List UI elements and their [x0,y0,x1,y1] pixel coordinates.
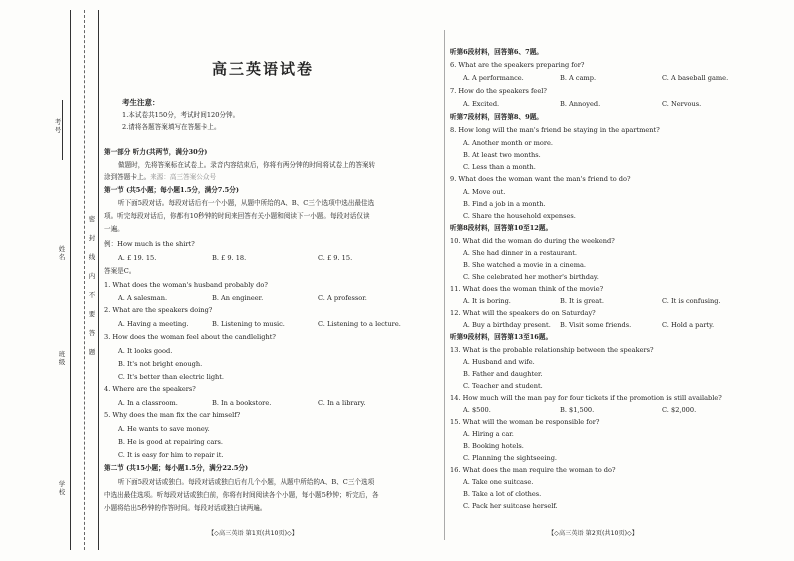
class-label: 班级 [58,350,66,366]
option: C. It is confusing. [662,297,721,305]
option: C. $2,000. [662,406,697,414]
option: A. It is boring. [463,297,511,305]
example-answer: 答案是C。 [104,267,136,275]
option: A. Buy a birthday present. [463,321,551,329]
option: A. Excited. [463,100,500,108]
question-text: 1. What does the woman's husband probably do? [104,281,268,289]
paragraph: 做题时，先将答案标在试卷上。录音内容结束后，你将有两分钟的时间将试卷上的答案转 [118,161,376,169]
option: C. It is easy for him to repair it. [118,451,224,459]
question-text: 12. What will the speakers do on Saturday? [450,309,596,317]
question-text: 例：How much is the shirt? [104,240,195,248]
option: A. It looks good. [118,347,173,355]
paragraph: 听下面5段对话。每段对话后有一个小题，从题中所给的A、B、C三个选项中选出最佳选 [118,199,375,207]
option: B. Take a lot of clothes. [463,490,542,498]
section1-heading: 第一节 (共5小题；每小题1.5分，满分7.5分) [104,186,239,194]
option: B. It is great. [560,297,604,305]
material-heading: 听第6段材料，回答第6、7题。 [450,48,543,56]
exam-no-label: 考号 [54,118,62,134]
option: B. Booking hotels. [463,442,524,450]
option: C. In a library. [318,399,366,407]
notice-title: 考生注意： [122,98,160,107]
paragraph: 小题将给出5秒钟的作答时间。每段对话或独白读两遍。 [104,504,267,512]
option: C. Teacher and student. [463,382,543,390]
option: B. Visit some friends. [560,321,632,329]
page-footer: 【◇高三英语 第1页(共10页)◇】 [208,530,298,537]
material-heading: 听第8段材料，回答第10至12题。 [450,224,553,232]
option: A. Another month or more. [463,139,554,147]
option: C. Hold a party. [662,321,715,329]
option: A. Hiring a car. [463,430,514,438]
option: A. A performance. [463,74,524,82]
section2-heading: 第二节 (共15小题；每小题1.5分，满分22.5分) [104,464,249,472]
question-text: 5. Why does the man fix the car himself? [104,411,241,419]
option: B. He is good at repairing cars. [118,438,223,446]
option: B. An engineer. [212,294,264,302]
option: A. $500. [463,406,491,414]
option: A. He wants to save money. [118,425,210,433]
question-text: 9. What does the woman want the man's friend to do? [450,175,631,183]
option: A. She had dinner in a restaurant. [463,249,578,257]
option: B. Find a job in a month. [463,200,546,208]
option: B. In a bookstore. [212,399,272,407]
option: C. Pack her suitcase herself. [463,502,558,510]
page-title: 高三英语试卷 [212,60,315,78]
question-text: 14. How much will the man pay for four tickets if the promotion is still available? [450,394,722,402]
option: C. Listening to a lecture. [318,320,401,328]
question-text: 4. Where are the speakers? [104,385,196,393]
paragraph: 听下面5段对话或独白。每段对话或独白后有几个小题，从题中所给的A、B、C三个选项 [118,478,375,486]
part1-heading: 第一部分 听力(共两节，满分30分) [104,148,208,156]
exam-no-blank [62,100,64,160]
option: B. A camp. [560,74,597,82]
option: B. She watched a movie in a cinema. [463,261,586,269]
option: B. Listening to music. [212,320,285,328]
option: C. A professor. [318,294,367,302]
question-text: 13. What is the probable relationship between the speakers? [450,346,654,354]
material-heading: 听第9段材料，回答第13至16题。 [450,333,553,341]
option: C. A baseball game. [662,74,729,82]
school-label: 学校 [58,480,66,496]
option: A. Husband and wife. [463,358,535,366]
option: A. Move out. [463,188,506,196]
option: B. Annoyed. [560,100,601,108]
paragraph: 项。听完每段对话后，你都有10秒钟的时间来回答有关小题和阅读下一小题。每段对话仅读 [104,212,370,220]
page-footer: 【◇高三英语 第2页(共10页)◇】 [548,530,638,537]
option: B. $1,500. [560,406,595,414]
page-divider [444,30,445,540]
option: B. At least two months. [463,151,541,159]
option: C. She celebrated her mother's birthday. [463,273,599,281]
seal-warning: 密 封 线 内 不 要 答 题 [88,215,96,356]
paragraph: 涂到答题卡上。来源：高三答案公众号 [104,173,217,181]
question-text: 3. How does the woman feel about the candlelight? [104,333,276,341]
question-text: 11. What does the woman think of the movie? [450,285,604,293]
option: C. Less than a month. [463,163,536,171]
question-text: 15. What will the woman be responsible for? [450,418,600,426]
option: C. Planning the sightseeing. [463,454,558,462]
binding-solid-line [70,10,71,550]
option: C. Nervous. [662,100,702,108]
option: B. It's not bright enough. [118,360,203,368]
option: C. Share the household expenses. [463,212,576,220]
question-text: 6. What are the speakers preparing for? [450,61,585,69]
option: B. Father and daughter. [463,370,543,378]
paragraph: 一遍。 [104,225,124,233]
watermark: 来源：高三答案公众号 [150,173,217,181]
binding-dashed-line [84,10,85,550]
option: C. £ 9. 15. [318,254,353,262]
option: A. In a classroom. [118,399,178,407]
name-label: 姓名 [58,245,66,261]
question-text: 7. How do the speakers feel? [450,87,547,95]
notice-item-1: 1.本试卷共150分，考试时间120分钟。 [122,111,240,119]
question-text: 2. What are the speakers doing? [104,306,213,314]
option: B. £ 9. 18. [212,254,247,262]
question-text: 10. What did the woman do during the weekend? [450,237,615,245]
notice-item-2: 2.请将各题答案填写在答题卡上。 [122,123,221,131]
binding-inner-line [98,10,99,550]
option: A. Take one suitcase. [463,478,534,486]
option: A. A salesman. [118,294,168,302]
option: A. Having a meeting. [118,320,189,328]
option: A. £ 19. 15. [118,254,157,262]
material-heading: 听第7段材料，回答第8、9题。 [450,113,543,121]
option: C. It's better than electric light. [118,373,225,381]
question-text: 8. How long will the man's friend be staying in the apartment? [450,126,660,134]
paragraph: 中选出最佳选项。听每段对话或独白前，你将有时间阅读各个小题，每小题5秒钟；听完后，各 [104,491,379,499]
question-text: 16. What does the man require the woman to do? [450,466,616,474]
